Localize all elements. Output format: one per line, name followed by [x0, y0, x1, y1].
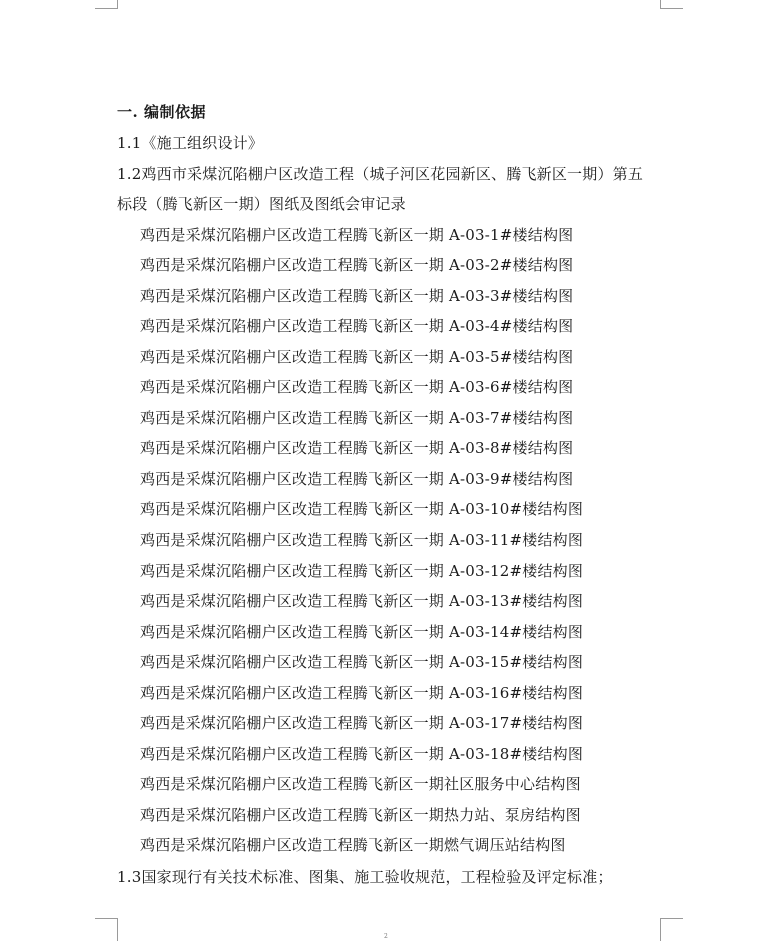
drawing-list-item: 鸡西是采煤沉陷棚户区改造工程腾飞新区一期 A-03-10#楼结构图	[140, 500, 584, 518]
drawing-list-item: 鸡西是采煤沉陷棚户区改造工程腾飞新区一期 A-03-11#楼结构图	[140, 531, 584, 549]
crop-mark-bottom-right	[660, 918, 683, 941]
drawing-list-item: 鸡西是采煤沉陷棚户区改造工程腾飞新区一期 A-03-2#楼结构图	[140, 256, 574, 274]
drawing-list-item: 鸡西是采煤沉陷棚户区改造工程腾飞新区一期 A-03-8#楼结构图	[140, 439, 574, 457]
drawing-list-item: 鸡西是采煤沉陷棚户区改造工程腾飞新区一期 A-03-1#楼结构图	[140, 226, 574, 244]
drawing-list-item: 鸡西是采煤沉陷棚户区改造工程腾飞新区一期 A-03-9#楼结构图	[140, 470, 574, 488]
drawing-list-item: 鸡西是采煤沉陷棚户区改造工程腾飞新区一期 A-03-13#楼结构图	[140, 592, 584, 610]
drawing-list-item: 鸡西是采煤沉陷棚户区改造工程腾飞新区一期 A-03-18#楼结构图	[140, 745, 584, 763]
drawing-list-item: 鸡西是采煤沉陷棚户区改造工程腾飞新区一期燃气调压站结构图	[140, 836, 566, 854]
item-1-3: 1.3国家现行有关技术标准、图集、施工验收规范，工程检验及评定标准；	[117, 868, 613, 886]
crop-mark-top-right	[660, 0, 683, 9]
drawing-list-item: 鸡西是采煤沉陷棚户区改造工程腾飞新区一期 A-03-5#楼结构图	[140, 348, 574, 366]
drawing-list-item: 鸡西是采煤沉陷棚户区改造工程腾飞新区一期 A-03-12#楼结构图	[140, 562, 584, 580]
item-1-2-line-1: 1.2鸡西市采煤沉陷棚户区改造工程（城子河区花园新区、腾飞新区一期）第五	[117, 165, 644, 183]
section-heading: 一. 编制依据	[117, 103, 206, 121]
drawing-list-item: 鸡西是采煤沉陷棚户区改造工程腾飞新区一期 A-03-17#楼结构图	[140, 714, 584, 732]
drawing-list-item: 鸡西是采煤沉陷棚户区改造工程腾飞新区一期 A-03-7#楼结构图	[140, 409, 574, 427]
drawing-list-item: 鸡西是采煤沉陷棚户区改造工程腾飞新区一期 A-03-3#楼结构图	[140, 287, 574, 305]
drawing-list-item: 鸡西是采煤沉陷棚户区改造工程腾飞新区一期 A-03-15#楼结构图	[140, 653, 584, 671]
page-number: 2	[384, 933, 388, 940]
drawing-list-item: 鸡西是采煤沉陷棚户区改造工程腾飞新区一期社区服务中心结构图	[140, 775, 581, 793]
drawing-list-item: 鸡西是采煤沉陷棚户区改造工程腾飞新区一期 A-03-14#楼结构图	[140, 623, 584, 641]
item-1-2-line-2: 标段（腾飞新区一期）图纸及图纸会审记录	[117, 195, 406, 213]
crop-mark-top-left	[95, 0, 118, 9]
item-1-1: 1.1《施工组织设计》	[117, 134, 264, 152]
drawing-list-item: 鸡西是采煤沉陷棚户区改造工程腾飞新区一期热力站、泵房结构图	[140, 806, 581, 824]
drawing-list-item: 鸡西是采煤沉陷棚户区改造工程腾飞新区一期 A-03-6#楼结构图	[140, 378, 574, 396]
drawing-list-item: 鸡西是采煤沉陷棚户区改造工程腾飞新区一期 A-03-16#楼结构图	[140, 684, 584, 702]
crop-mark-bottom-left	[95, 918, 118, 941]
drawing-list-item: 鸡西是采煤沉陷棚户区改造工程腾飞新区一期 A-03-4#楼结构图	[140, 317, 574, 335]
